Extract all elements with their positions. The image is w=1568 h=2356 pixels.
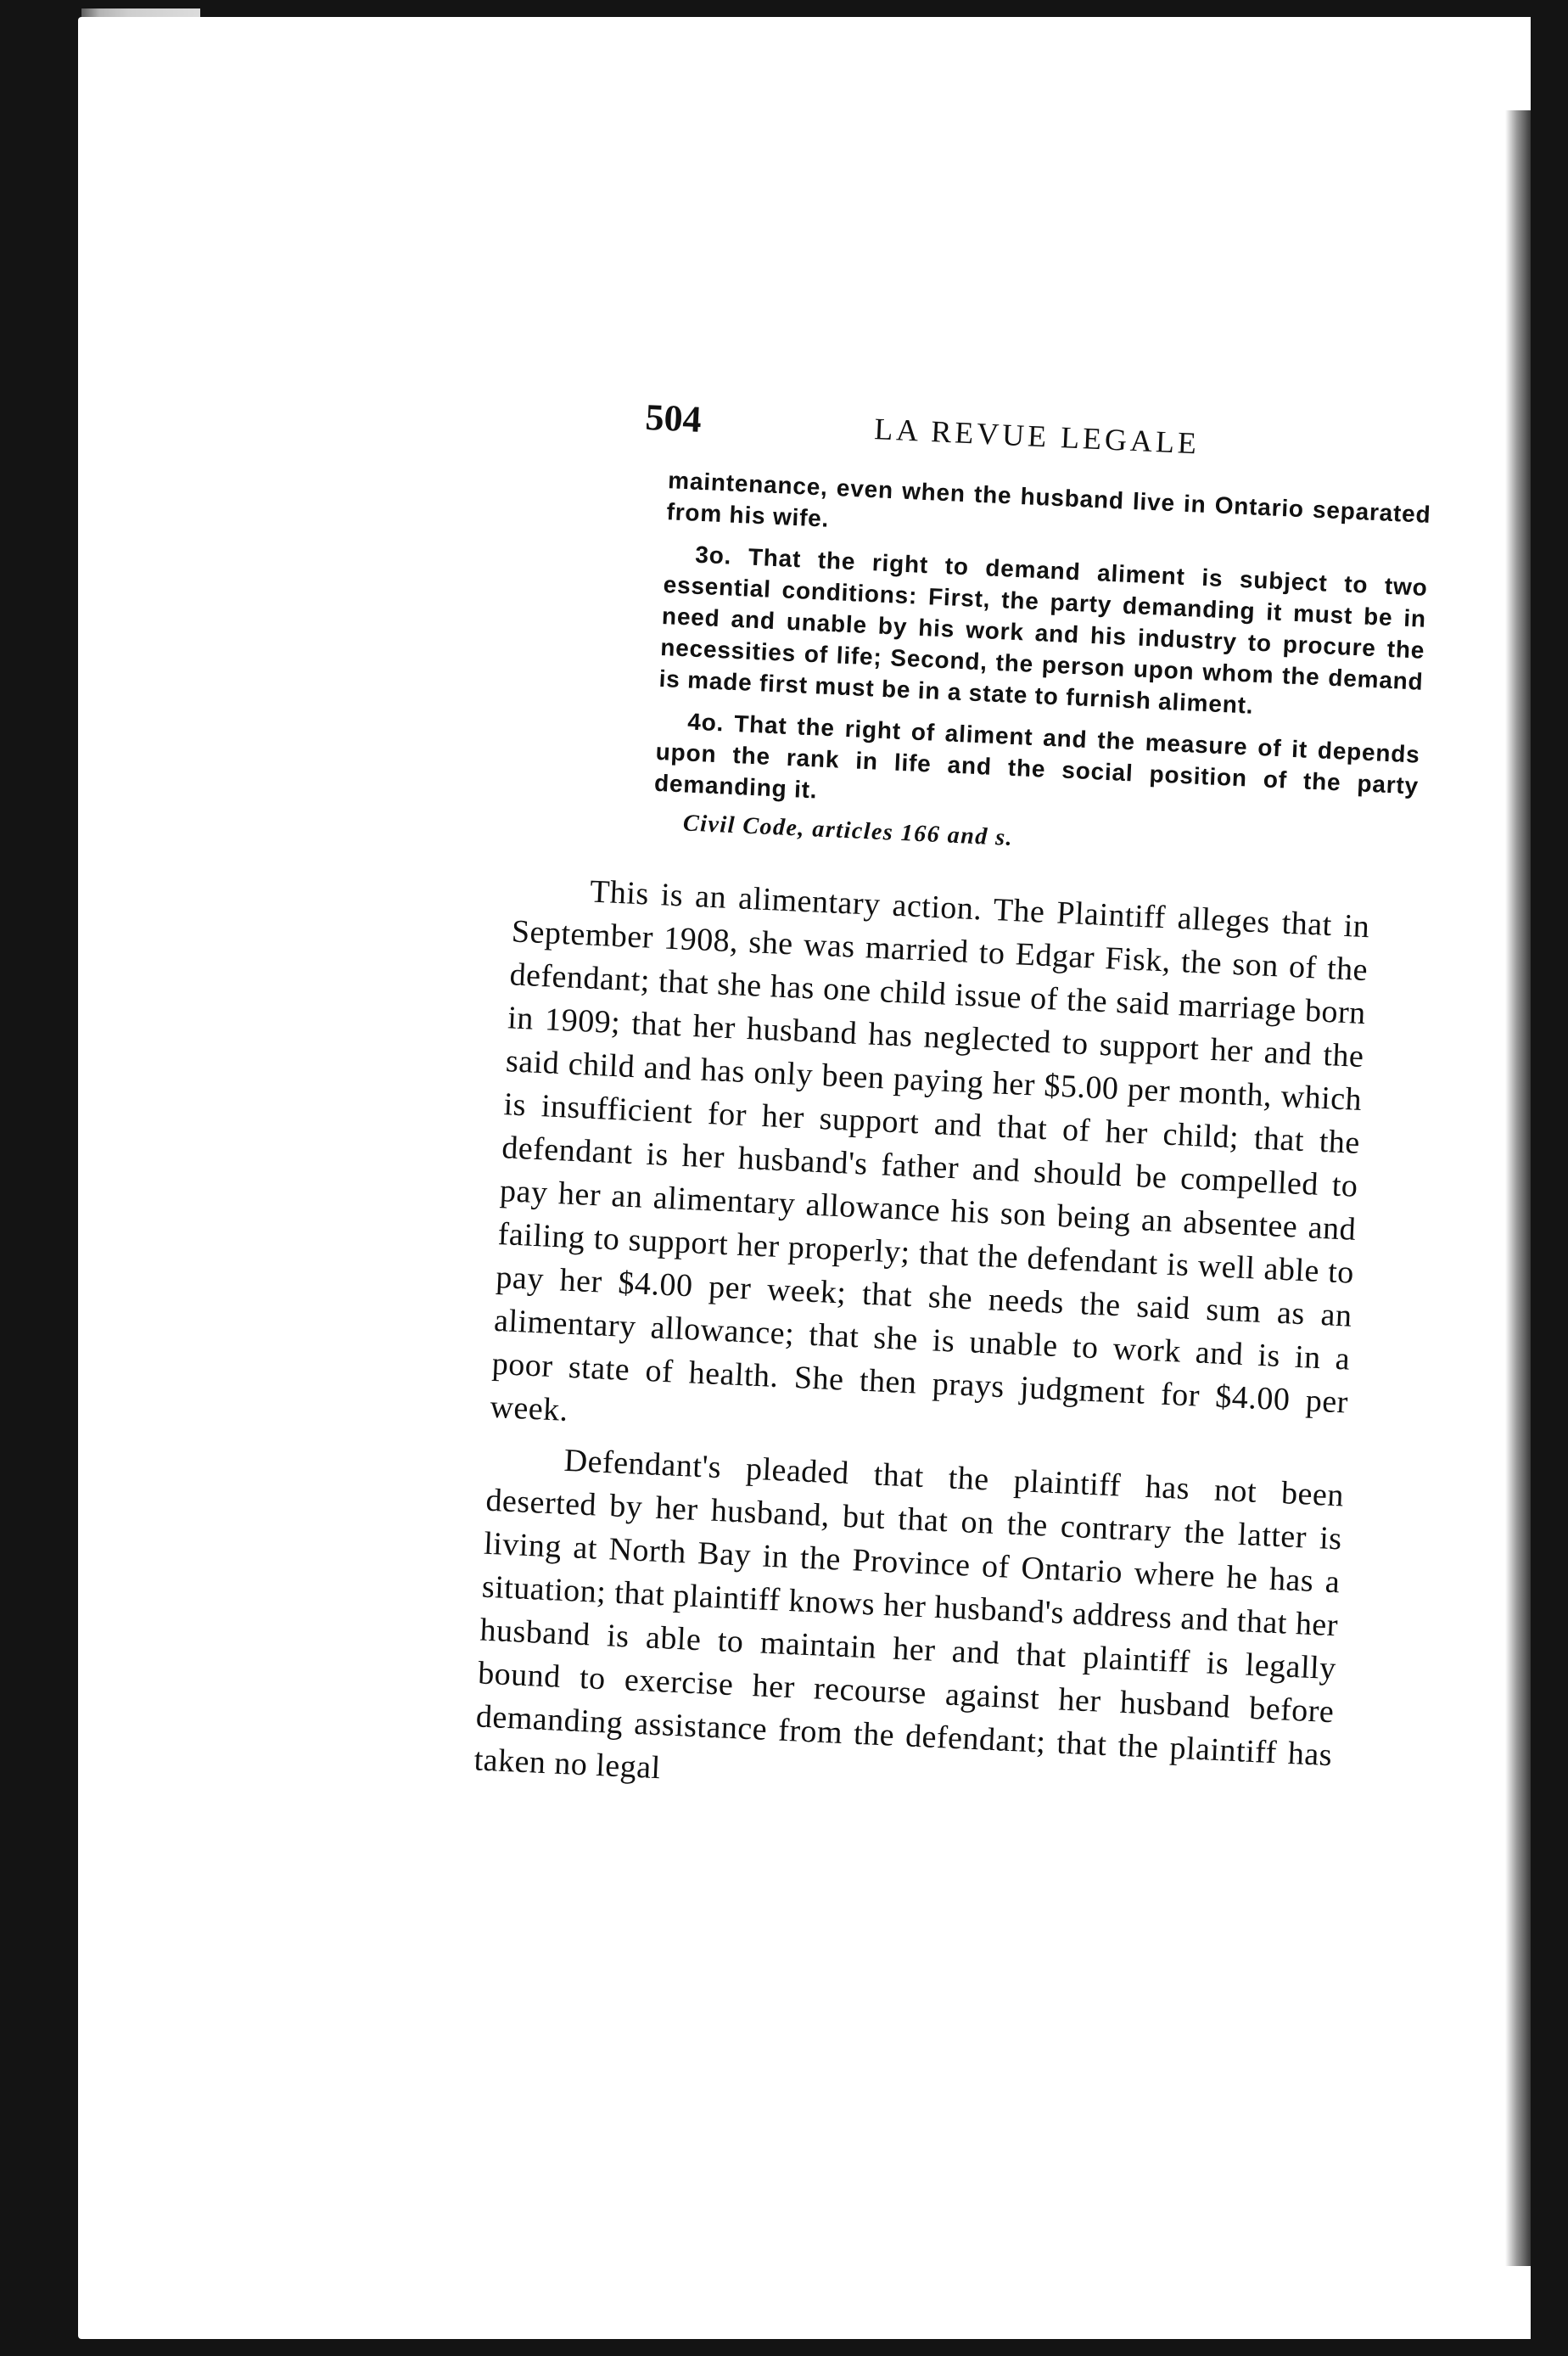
page-number: 504 — [644, 395, 703, 440]
body-paragraph: This is an alimentary action. The Plaintiff alleges that in September 1908, she was married to Edgar Fisk, the son of the defendant; that she has one child issue of the said marriage born in 1909; that her husband has neglected to support her and the said child and has only been paying her $5.00 per month, which is insufficient for her support and that of her child; that the defendant is her husband's father and should be compelled to pay her an alimentary allowance his son being an absentee and failing to support her properly; that the defendant is well able to pay her $4.00 per week; that she needs the said sum as an alimentary allowance; that she is unable to work and is in a poor state of health. She then prays judgment for $4.00 per week. — [489, 873, 1371, 1428]
body-text — [473, 867, 1371, 1820]
page-text — [473, 390, 1477, 1832]
page-sheet — [78, 17, 1531, 2339]
body-paragraph: Defendant's pleaded that the plaintiff has not been deserted by her husband, but that on the contrary the latter is living at North Bay in the Province of Ontario where he has a situation; that plaintiff knows her husband's address and that her husband is able to maintain her and that plaintiff is legally bound to exercise her recourse against her husband before demanding assistance from the defendant; that the plaintiff has taken no legal — [473, 1442, 1345, 1787]
running-title: LA REVUE LEGALE — [873, 412, 1201, 461]
headnote — [653, 464, 1431, 833]
headnote-paragraph: 3o. That the right to demand aliment is subject to two essential conditions: First, the party demanding it must be in need and unable by his work and his industry to procure the necessities of life; Second, the person upon whom the demand is made first must be in a state to furnish aliment. — [658, 541, 1429, 719]
headnote-paragraph: 4o. That the right of aliment and the measure of it depends upon the rank in life and the social position of the party demanding it. — [653, 708, 1421, 804]
headnote-paragraph: maintenance, even when the husband live in Ontario separated from his wife. — [665, 467, 1432, 532]
page-fold-shadow — [1505, 110, 1531, 2266]
citation: Civil Code, articles 166 and s. — [682, 810, 1014, 852]
